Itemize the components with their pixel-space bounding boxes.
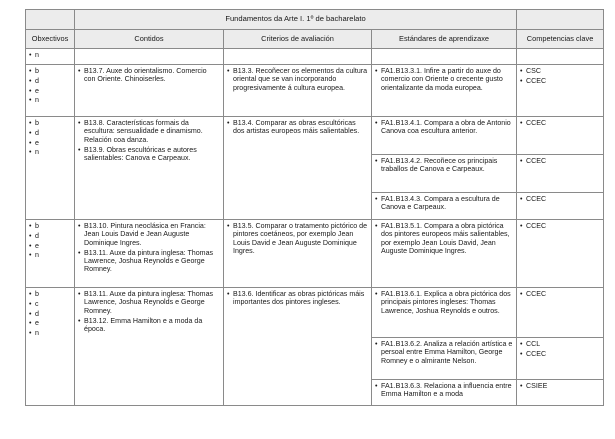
standards-cell [372,49,517,65]
standard-item: • FA1.B13.6.2. Analiza a relación artística e persoal entre Emma Hamilton, George Romney e o almirante Nelson. [375,340,513,365]
curriculum-table [25,9,604,406]
competence-item: • CCEC [520,157,600,165]
objectives-cell [26,220,75,288]
standards-cell [372,380,517,406]
criterion-item: • B13.3. Recoñecer os elementos da cultura oriental que se van incorporando progresivamente á cultura europea. [227,67,368,92]
content-item: • B13.11. Auxe da pintura inglesa: Thomas Lawrence, Joshua Reynolds e George Romney. [78,290,220,315]
competences-cell [517,288,604,338]
competence-item: • CCEC [520,222,600,230]
title-blank-cell [26,10,75,30]
header-objectives: Obxectivos [26,30,75,49]
competence-item: • CCEC [520,119,600,127]
standards-cell [372,155,517,193]
competences-cell [517,155,604,193]
table-title: Fundamentos da Arte I. 1º de bacharelato [75,10,517,30]
objective-item: • e [29,139,71,147]
standard-item: • FA1.B13.4.1. Compara a obra de Antonio Canova coa escultura anterior. [375,119,513,136]
criteria-cell [224,220,372,288]
content-item: • B13.9. Obras escultóricas e autores salientables: Canova e Carpeaux. [78,146,220,163]
criteria-cell [224,49,372,65]
table-row [26,117,604,155]
objectives-cell [26,117,75,220]
competence-item: • CCEC [520,195,600,203]
contents-cell [75,49,224,65]
contents-cell [75,288,224,406]
objective-item: • d [29,77,71,85]
criterion-item: • B13.6. Identificar as obras pictóricas máis importantes dos pintores ingleses. [227,290,368,307]
competence-item: • CSIEE [520,382,600,390]
objectives-cell [26,49,75,65]
header-contents: Contidos [75,30,224,49]
objective-item: • c [29,300,71,308]
title-blank-cell [517,10,604,30]
standard-item: • FA1.B13.5.1. Compara a obra pictórica dos pintores europeos máis salientables, por exemplo Jean Louis David, Jean Auguste Dominique Ingres. [375,222,513,255]
contents-cell [75,65,224,117]
contents-cell [75,220,224,288]
criteria-cell [224,65,372,117]
criteria-cell [224,117,372,220]
content-item: • B13.8. Características formais da escultura: sensualidade e dinamismo. Relación coa danza. [78,119,220,144]
objective-item: • n [29,251,71,259]
objectives-cell [26,288,75,406]
header-competences: Competencias clave [517,30,604,49]
criterion-item: • B13.5. Comparar o tratamento pictórico de pintores coetáneos, por exemplo Jean Louis David e Jean Auguste Dominique Ingres. [227,222,368,255]
header-criteria: Criterios de avaliación [224,30,372,49]
competences-cell [517,49,604,65]
criteria-cell [224,288,372,406]
standard-item: • FA1.B13.3.1. Infire a partir do auxe do comercio con Oriente o crecente gusto orientalizante da moda europea. [375,67,513,92]
objective-item: • n [29,96,71,104]
standard-item: • FA1.B13.4.2. Recoñece os principais traballos de Canova e Carpeaux. [375,157,513,174]
objective-item: • e [29,319,71,327]
table-row [26,288,604,338]
content-item: • B13.7. Auxe do orientalismo. Comercio con Oriente. Chinoiserles. [78,67,220,84]
competences-cell [517,117,604,155]
standards-cell [372,117,517,155]
competences-cell [517,65,604,117]
objective-item: • n [29,51,71,59]
table-row [26,65,604,117]
objective-item: • b [29,222,71,230]
objective-item: • d [29,129,71,137]
competences-cell [517,380,604,406]
objective-item: • d [29,310,71,318]
competences-cell [517,193,604,220]
criterion-item: • B13.4. Comparar as obras escultóricas dos artistas europeos máis salientables. [227,119,368,136]
objective-item: • b [29,119,71,127]
objectives-cell [26,65,75,117]
competence-item: • CCEC [520,77,600,85]
objective-item: • n [29,329,71,337]
objective-item: • d [29,232,71,240]
standards-cell [372,338,517,380]
objective-item: • b [29,290,71,298]
standard-item: • FA1.B13.6.3. Relaciona a influencia entre Emma Hamilton e a moda [375,382,513,399]
competence-item: • CCL [520,340,600,348]
competences-cell [517,220,604,288]
standards-cell [372,220,517,288]
objective-item: • b [29,67,71,75]
standards-cell [372,288,517,338]
table-row [26,220,604,288]
competences-cell [517,338,604,380]
competence-item: • CSC [520,67,600,75]
competence-item: • CCEC [520,290,600,298]
content-item: • B13.11. Auxe da pintura inglesa: Thomas Lawrence, Joshua Reynolds e George Romney. [78,249,220,274]
objective-item: • e [29,242,71,250]
standard-item: • FA1.B13.4.3. Compara a escultura de Canova e Carpeaux. [375,195,513,212]
standards-cell [372,65,517,117]
header-standards: Estándares de aprendizaxe [372,30,517,49]
competence-item: • CCEC [520,350,600,358]
standards-cell [372,193,517,220]
content-item: • B13.12. Emma Hamilton e a moda da época. [78,317,220,334]
contents-cell [75,117,224,220]
table-row [26,49,604,65]
objective-item: • e [29,87,71,95]
standard-item: • FA1.B13.6.1. Explica a obra pictórica dos principais pintores ingleses: Thomas Lawrence, Joshua Reynolds e outros. [375,290,513,315]
objective-item: • n [29,148,71,156]
content-item: • B13.10. Pintura neoclásica en Francia: Jean Louis David e Jean Auguste Dominique Ingres. [78,222,220,247]
